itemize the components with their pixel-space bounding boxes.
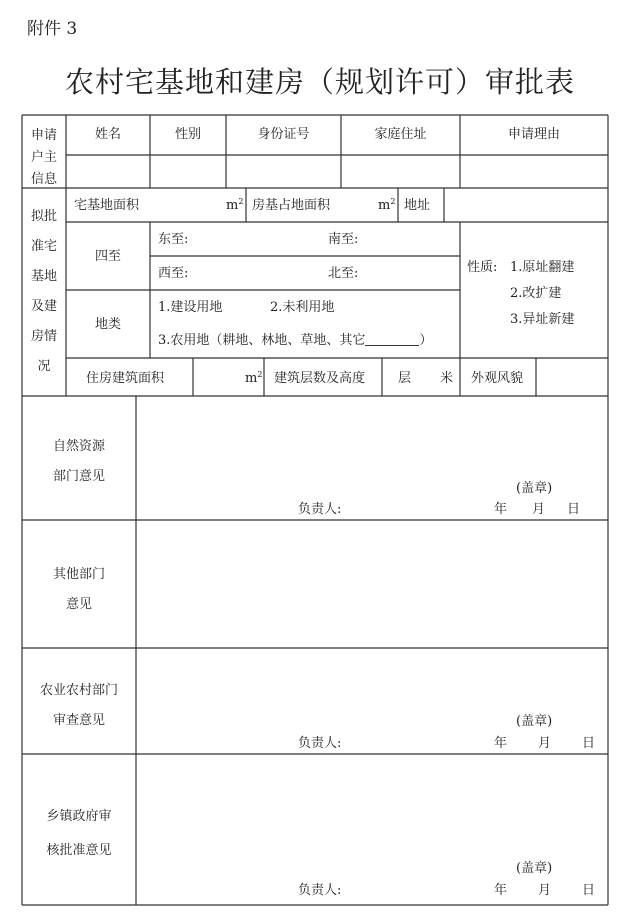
opinion-label-line: 意见 <box>65 597 92 612</box>
opinion-label-line: 核批准意见 <box>46 843 112 858</box>
month-label: 月 <box>538 736 552 751</box>
land-type-unused: 2.未利用地 <box>270 300 335 315</box>
nature-option-rebuild: 1.原址翻建 <box>510 260 575 275</box>
responsible-label: 负责人: <box>298 883 342 898</box>
section-label-line: 信息 <box>30 172 57 187</box>
section-label-line: 准宅 <box>30 239 57 254</box>
year-label: 年 <box>494 736 508 751</box>
south-label: 南至: <box>328 232 359 247</box>
unit-m: m <box>378 198 391 213</box>
applicant-section-label <box>22 125 66 191</box>
footprint-area-unit <box>378 199 395 214</box>
month-label: 月 <box>538 883 552 898</box>
building-area-unit <box>245 372 262 387</box>
boundaries-label: 四至 <box>94 249 121 264</box>
land-type-construction: 1.建设用地 <box>158 300 223 315</box>
natural-resources-label <box>22 432 136 492</box>
opinion-label-line: 其他部门 <box>52 567 105 582</box>
nature-option-expand: 2.改扩建 <box>510 286 562 301</box>
page-title: 农村宅基地和建房（规划许可）审批表 <box>64 65 575 99</box>
footprint-area-label: 房基占地面积 <box>252 198 331 213</box>
farm-land-text: 3.农用地（耕地、林地、草地、其它 <box>158 333 366 348</box>
day-label: 日 <box>582 736 596 751</box>
unit-sup: 2 <box>238 197 244 206</box>
address-label: 地址 <box>404 198 431 213</box>
unit-sup: 2 <box>390 197 396 206</box>
floors-height-label: 建筑层数及高度 <box>274 371 366 386</box>
section-label-line: 基地 <box>30 269 57 284</box>
section-label-line: 申请 <box>30 128 57 143</box>
month-label: 月 <box>532 502 546 517</box>
north-label: 北至: <box>328 266 359 281</box>
land-type-label: 地类 <box>94 317 121 332</box>
section-label-line: 房情 <box>30 329 57 344</box>
farm-land-close: ） <box>419 333 433 348</box>
responsible-label: 负责人: <box>298 502 342 517</box>
nature-label: 性质: <box>467 260 498 275</box>
section-label-line: 拟批 <box>30 209 57 224</box>
homestead-area-label: 宅基地面积 <box>74 198 140 213</box>
farm-land-blank <box>365 333 419 346</box>
seal-label: (盖章) <box>516 714 553 729</box>
col-gender: 性别 <box>174 127 201 142</box>
year-label: 年 <box>494 502 508 517</box>
responsible-label: 负责人: <box>298 736 342 751</box>
meter-unit: 米 <box>440 371 454 386</box>
seal-label: (盖章) <box>516 481 553 496</box>
west-label: 西至: <box>158 266 189 281</box>
unit-sup: 2 <box>257 370 263 379</box>
col-name: 姓名 <box>94 127 121 142</box>
day-label: 日 <box>567 502 581 517</box>
opinion-label-line: 自然资源 <box>52 439 105 454</box>
nature-option-relocate: 3.异址新建 <box>510 312 575 327</box>
section-label-line: 况 <box>37 359 51 374</box>
building-area-label: 住房建筑面积 <box>86 371 165 386</box>
opinion-label-line: 农业农村部门 <box>39 683 118 698</box>
col-id-number: 身份证号 <box>257 127 310 142</box>
attachment-label: 附件 3 <box>27 19 78 39</box>
other-departments-label <box>22 560 136 620</box>
east-label: 东至: <box>158 232 189 247</box>
col-reason: 申请理由 <box>507 127 560 142</box>
day-label: 日 <box>582 883 596 898</box>
section-label-line: 户主 <box>30 150 57 165</box>
appearance-label: 外观风貌 <box>471 371 524 386</box>
unit-m: m <box>226 198 239 213</box>
opinion-label-line: 部门意见 <box>52 469 105 484</box>
section-label-line: 及建 <box>30 299 57 314</box>
opinion-label-line: 乡镇政府审 <box>46 809 112 824</box>
township-label <box>22 800 136 868</box>
homestead-area-unit <box>226 199 243 214</box>
land-type-farm <box>158 333 432 348</box>
year-label: 年 <box>494 883 508 898</box>
seal-label: (盖章) <box>516 861 553 876</box>
unit-m: m <box>245 371 258 386</box>
floor-unit: 层 <box>398 371 412 386</box>
opinion-label-line: 审查意见 <box>52 713 105 728</box>
approval-section-label <box>22 202 66 382</box>
col-address: 家庭住址 <box>374 127 427 142</box>
agriculture-label <box>22 676 136 736</box>
